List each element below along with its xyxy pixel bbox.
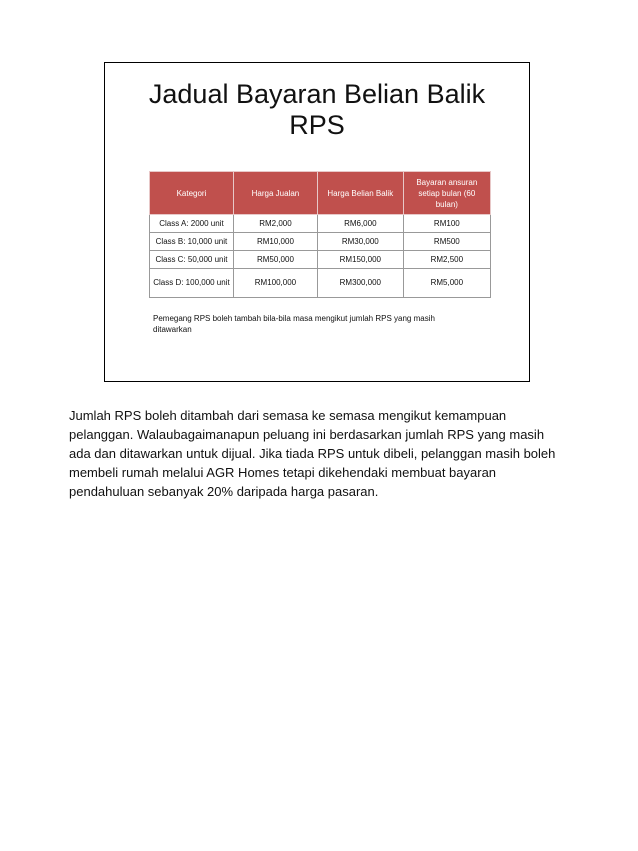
slide-title-line-1: Jadual Bayaran Belian Balik (148, 79, 486, 109)
table-row (150, 233, 491, 251)
header-harga-belian-balik: Harga Belian Balik (317, 172, 403, 215)
table-cell: RM500 (403, 233, 490, 251)
header-bayaran-ansuran: Bayaran ansuran setiap bulan (60 bulan) (403, 172, 490, 215)
table-cell: RM2,500 (403, 251, 490, 269)
table-row (150, 251, 491, 269)
table-header-row (150, 172, 491, 215)
table-cell: Class B: 10,000 unit (150, 233, 234, 251)
table-cell: RM100 (403, 215, 490, 233)
table-cell: RM150,000 (317, 251, 403, 269)
table-cell: Class D: 100,000 unit (150, 269, 234, 298)
table-row (150, 215, 491, 233)
table-cell: RM300,000 (317, 269, 403, 298)
body-paragraph: Jumlah RPS boleh ditambah dari semasa ke semasa mengikut kemampuan pelanggan. Walaubagaimanapun peluang ini berdasarkan jumlah RPS yang masih ada dan ditawarkan untuk dijual. Jika tiada RPS untuk dibeli, pelanggan masih boleh membeli rumah melalui AGR Homes tetapi dikehendaki membuat bayaran pendahuluan sebanyak 20% daripada harga pasaran. (69, 408, 556, 499)
slide-frame (104, 62, 530, 382)
payment-schedule-table (149, 171, 491, 298)
header-kategori: Kategori (150, 172, 234, 215)
table-cell: RM10,000 (233, 233, 317, 251)
table-cell: RM50,000 (233, 251, 317, 269)
table-row (150, 269, 491, 298)
slide-note: Pemegang RPS boleh tambah bila-bila masa mengikut jumlah RPS yang masih ditawarkan (153, 314, 435, 334)
table-cell: Class C: 50,000 unit (150, 251, 234, 269)
slide-title (105, 79, 529, 141)
table-cell: Class A: 2000 unit (150, 215, 234, 233)
slide-title-line-2: RPS (289, 110, 345, 140)
table-cell: RM6,000 (317, 215, 403, 233)
table-cell: RM2,000 (233, 215, 317, 233)
table-cell: RM5,000 (403, 269, 490, 298)
header-harga-jualan: Harga Jualan (233, 172, 317, 215)
table-cell: RM100,000 (233, 269, 317, 298)
table-cell: RM30,000 (317, 233, 403, 251)
